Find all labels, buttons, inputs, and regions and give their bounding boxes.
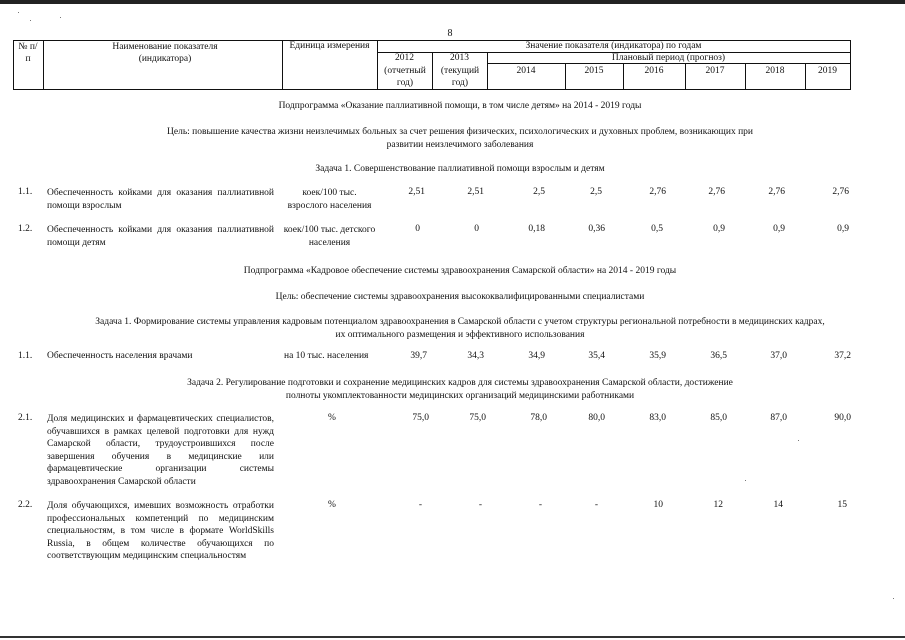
value-2019: 2,76 [832, 187, 849, 197]
header-year-2012-note: (отчетный год) [384, 66, 426, 88]
header-year-2013: 2013 [450, 53, 469, 63]
value-2014: 0,18 [528, 224, 545, 234]
value-2013: 75,0 [469, 413, 486, 423]
value-2019: 0,9 [837, 224, 849, 234]
value-2012: 75,0 [412, 413, 429, 423]
value-2018: 14 [773, 500, 783, 510]
row-number: 1.2. [18, 224, 33, 234]
value-2016: 10 [653, 500, 663, 510]
subprogram1-title: Подпрограмма «Оказание паллиативной помощи, в том числе детям» на 2014 - 2019 годы [278, 101, 642, 111]
value-2016: 35,9 [649, 351, 666, 361]
header-year-2012: 2012 [395, 53, 414, 63]
header-plan-period: Плановый период (прогноз) [611, 53, 726, 63]
value-2013: 34,3 [467, 351, 484, 361]
value-2017: 0,9 [713, 224, 725, 234]
row-number: 2.1. [18, 413, 33, 423]
value-2014: 34,9 [528, 351, 545, 361]
value-2012: - [418, 500, 422, 510]
value-2014: 78,0 [530, 413, 547, 423]
value-2013: - [478, 500, 482, 510]
row-unit: % [328, 500, 336, 510]
header-year-2014: 2014 [516, 66, 536, 76]
value-2015: 35,4 [588, 351, 605, 361]
value-2016: 0,5 [651, 224, 663, 234]
row-name: Доля обучающихся, имевших возможность отработки профессиональных компетенций по медицинским специальностям, в том числе в формате WorldSkills Russia, в общем количестве обучающихся по соответствующим медицинским специальностям [47, 501, 274, 561]
subprogram1-goal: Цель: повышение качества жизни неизлечимых больных за счет решения физических, психологических и духовных проблем, возникающих при развитии неизлечимого заболевания [167, 127, 753, 150]
value-2012: 39,7 [410, 351, 427, 361]
row-unit: на 10 тыс. населения [284, 351, 369, 361]
header-col-name: Наименование показателя (индикатора) [112, 42, 218, 64]
subprogram1-task1: Задача 1. Совершенствование паллиативной помощи взрослым и детям [315, 164, 605, 174]
value-2012: 0 [415, 224, 420, 234]
header-col-number: № п/п [18, 42, 38, 64]
subprogram2-task1: Задача 1. Формирование системы управления кадровым потенциалом здравоохранения в Самарской области с учетом структуры региональной потребности в медицинских кадрах, их оптимального размещения и эффективного использования [95, 317, 825, 340]
value-2015: 2,5 [590, 187, 602, 197]
header-year-2019: 2019 [818, 66, 837, 76]
row-unit: % [328, 413, 336, 423]
row-name: Обеспеченность койками для оказания паллиативной помощи детям [47, 225, 274, 248]
header-year-2016: 2016 [644, 66, 664, 76]
value-2016: 83,0 [649, 413, 666, 423]
value-2013: 2,51 [467, 187, 484, 197]
subprogram2-task2: Задача 2. Регулирование подготовки и сохранение медицинских кадров для системы здравоохранения Самарской области, достижение полноты укомплектованности медицинских организаций медицинскими работниками [187, 378, 733, 401]
header-year-2017: 2017 [705, 66, 725, 76]
row-number: 1.1. [18, 187, 33, 197]
value-2018: 0,9 [773, 224, 785, 234]
value-2017: 2,76 [708, 187, 725, 197]
value-2019: 90,0 [834, 413, 851, 423]
value-2014: 2,5 [533, 187, 545, 197]
subprogram2-title: Подпрограмма «Кадровое обеспечение системы здравоохранения Самарской области» на 2014 - 2019 годы [243, 266, 677, 276]
header-year-2013-note: (текущий год) [440, 66, 480, 88]
value-2018: 37,0 [770, 351, 787, 361]
value-2017: 12 [713, 500, 723, 510]
header-col-values: Значение показателя (индикатора) по годам [525, 41, 702, 51]
value-2017: 85,0 [710, 413, 727, 423]
value-2014: - [538, 500, 542, 510]
row-name: Обеспеченность койками для оказания паллиативной помощи взрослым [47, 188, 274, 211]
value-2019: 15 [837, 500, 847, 510]
row-name: Доля медицинских и фармацевтических специалистов, обучавшихся в рамках целевой подготовки для нужд Самарской области, трудоустроившихся после завершения обучения в медицинские или фармацевтические организации системы здравоохранения Самарской области [47, 414, 274, 487]
value-2018: 2,76 [768, 187, 785, 197]
row-number: 1.1. [18, 351, 33, 361]
value-2012: 2,51 [408, 187, 425, 197]
value-2019: 37,2 [834, 351, 851, 361]
row-name: Обеспеченность населения врачами [47, 351, 193, 361]
value-2015: 0,36 [588, 224, 605, 234]
value-2017: 36,5 [710, 351, 727, 361]
row-unit: коек/100 тыс. взрослого населения [287, 188, 372, 211]
value-2013: 0 [474, 224, 479, 234]
row-number: 2.2. [18, 500, 33, 510]
page-number: 8 [447, 28, 453, 39]
subprogram2-goal: Цель: обеспечение системы здравоохранения высококвалифицированными специалистами [275, 292, 645, 302]
row-unit: коек/100 тыс. детского населения [283, 225, 376, 248]
value-2018: 87,0 [770, 413, 787, 423]
scan-bottom-edge [0, 636, 905, 638]
value-2015: 80,0 [588, 413, 605, 423]
header-year-2015: 2015 [584, 66, 604, 76]
scan-top-edge [0, 0, 905, 4]
header-year-2018: 2018 [765, 66, 785, 76]
value-2016: 2,76 [649, 187, 666, 197]
value-2015: - [594, 500, 598, 510]
header-col-unit: Единица измерения [289, 41, 370, 51]
